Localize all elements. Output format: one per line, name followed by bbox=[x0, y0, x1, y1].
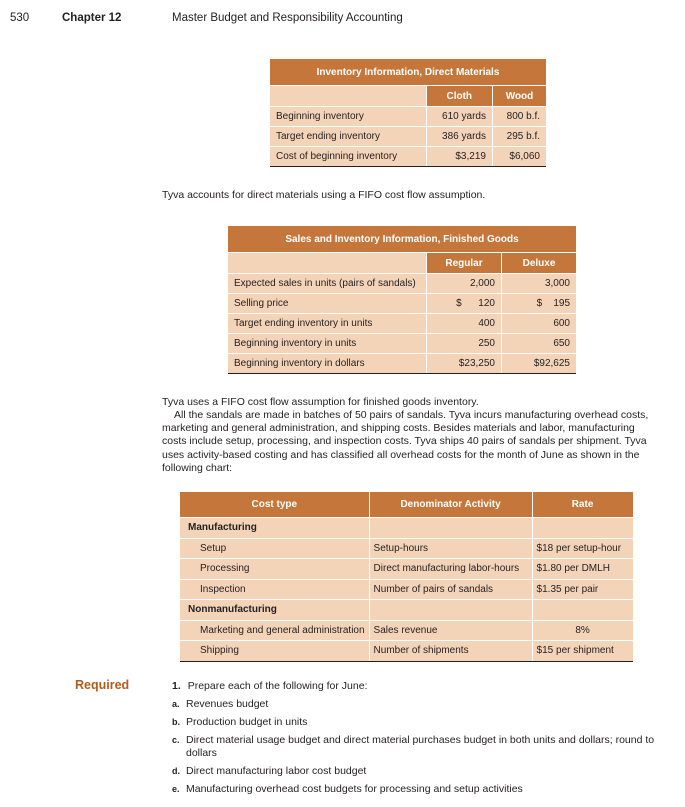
question-intro: Prepare each of the following for June: bbox=[187, 680, 368, 692]
denominator-activity: Number of pairs of sandals bbox=[369, 579, 532, 600]
table-row bbox=[180, 600, 633, 621]
overhead-paragraph: All the sandals are made in batches of 50 pairs of sandals. Tyva incurs manufacturing overhead costs, marketing and general administration, and shipping costs. Besides materials and labor, manufacturing costs include setup, processing, and inspection costs. Tyva ships 40 pairs of sandals per shipment. Tyva uses activity-based costing and has classified all overhead costs for the month of June as shown in the following chart: bbox=[162, 409, 649, 474]
fifo-materials-text: Tyva accounts for direct materials using a FIFO cost flow assumption. bbox=[162, 189, 486, 201]
item-letter: d. bbox=[172, 766, 180, 776]
section-manufacturing: Manufacturing bbox=[180, 518, 369, 539]
column-header-regular: Regular bbox=[427, 253, 502, 274]
regular-value: 400 bbox=[427, 314, 502, 334]
table-row bbox=[228, 294, 576, 314]
denominator-activity: Direct manufacturing labor-hours bbox=[369, 559, 532, 580]
rate: $18 per setup-hour bbox=[532, 538, 633, 559]
regular-value: $23,250 bbox=[427, 354, 502, 374]
required-list bbox=[172, 680, 662, 796]
table-row bbox=[270, 147, 546, 167]
column-header-wood: Wood bbox=[492, 86, 546, 107]
table-row bbox=[180, 641, 633, 662]
deluxe-value: $92,625 bbox=[502, 354, 577, 374]
table-row bbox=[180, 538, 633, 559]
row-label: Target ending inventory in units bbox=[228, 314, 427, 334]
list-item bbox=[172, 765, 662, 778]
regular-value: $ 120 bbox=[427, 294, 502, 314]
regular-value: 250 bbox=[427, 334, 502, 354]
item-letter: a. bbox=[172, 699, 180, 709]
deluxe-value: $ 195 bbox=[502, 294, 577, 314]
column-header-deluxe: Deluxe bbox=[502, 253, 577, 274]
cloth-value: $3,219 bbox=[426, 147, 492, 167]
table-row bbox=[228, 334, 576, 354]
deluxe-value: 650 bbox=[502, 334, 577, 354]
item-text: Revenues budget bbox=[186, 698, 269, 710]
section-nonmanufacturing: Nonmanufacturing bbox=[180, 600, 369, 621]
wood-value: $6,060 bbox=[492, 147, 546, 167]
item-text: Manufacturing overhead cost budgets for processing and setup activities bbox=[186, 783, 523, 795]
table-row bbox=[180, 579, 633, 600]
row-label: Expected sales in units (pairs of sandals) bbox=[228, 274, 427, 294]
materials-table bbox=[270, 59, 546, 167]
item-text: Direct manufacturing labor cost budget bbox=[186, 765, 367, 777]
row-label: Target ending inventory bbox=[270, 127, 426, 147]
denominator-activity: Number of shipments bbox=[369, 641, 532, 662]
table-row bbox=[180, 518, 633, 539]
row-label: Beginning inventory bbox=[270, 107, 426, 127]
list-item bbox=[172, 716, 662, 729]
list-item bbox=[172, 698, 662, 711]
overhead-cost-table bbox=[180, 492, 633, 662]
table-row bbox=[270, 127, 546, 147]
table-row bbox=[180, 620, 633, 641]
required-label: Required bbox=[75, 678, 130, 692]
item-letter: e. bbox=[172, 784, 180, 794]
cost-type: Processing bbox=[180, 559, 369, 580]
rate: $1.35 per pair bbox=[532, 579, 633, 600]
item-text: Direct material usage budget and direct material purchases budget in both units and dollars; round to dollars bbox=[186, 734, 655, 759]
chapter-title: Master Budget and Responsibility Accounting bbox=[172, 12, 403, 24]
rate: $15 per shipment bbox=[532, 641, 633, 662]
finished-goods-table bbox=[228, 226, 576, 374]
row-label: Beginning inventory in dollars bbox=[228, 354, 427, 374]
question-number: 1. bbox=[172, 680, 181, 692]
cloth-value: 386 yards bbox=[426, 127, 492, 147]
column-header-rate: Rate bbox=[532, 492, 633, 518]
wood-value: 295 b.f. bbox=[492, 127, 546, 147]
regular-value: 2,000 bbox=[427, 274, 502, 294]
table-row bbox=[180, 559, 633, 580]
item-letter: c. bbox=[172, 735, 180, 745]
table-row bbox=[228, 354, 576, 374]
table-row bbox=[270, 107, 546, 127]
rate: $1.80 per DMLH bbox=[532, 559, 633, 580]
rate: 8% bbox=[532, 620, 633, 641]
column-header-cloth: Cloth bbox=[426, 86, 492, 107]
table-row bbox=[228, 314, 576, 334]
page-number: 530 bbox=[10, 12, 30, 24]
finished-goods-table-title: Sales and Inventory Information, Finished Goods bbox=[228, 226, 576, 253]
chapter-label: Chapter 12 bbox=[62, 12, 122, 24]
column-header-cost-type: Cost type bbox=[180, 492, 369, 518]
list-item bbox=[172, 734, 662, 760]
cloth-value: 610 yards bbox=[426, 107, 492, 127]
deluxe-value: 3,000 bbox=[502, 274, 577, 294]
row-label: Cost of beginning inventory bbox=[270, 147, 426, 167]
cost-type: Marketing and general administration bbox=[180, 620, 369, 641]
table-row bbox=[228, 274, 576, 294]
column-header-denominator: Denominator Activity bbox=[369, 492, 532, 518]
row-label: Selling price bbox=[228, 294, 427, 314]
denominator-activity: Setup-hours bbox=[369, 538, 532, 559]
cost-type: Shipping bbox=[180, 641, 369, 662]
denominator-activity: Sales revenue bbox=[369, 620, 532, 641]
wood-value: 800 b.f. bbox=[492, 107, 546, 127]
item-letter: b. bbox=[172, 717, 180, 727]
fifo-goods-text: Tyva uses a FIFO cost flow assumption for finished goods inventory. bbox=[162, 396, 479, 408]
list-item bbox=[172, 783, 662, 796]
materials-table-title: Inventory Information, Direct Materials bbox=[270, 59, 546, 86]
cost-type: Inspection bbox=[180, 579, 369, 600]
row-label: Beginning inventory in units bbox=[228, 334, 427, 354]
deluxe-value: 600 bbox=[502, 314, 577, 334]
cost-type: Setup bbox=[180, 538, 369, 559]
required-intro bbox=[172, 680, 662, 693]
item-text: Production budget in units bbox=[186, 716, 308, 728]
